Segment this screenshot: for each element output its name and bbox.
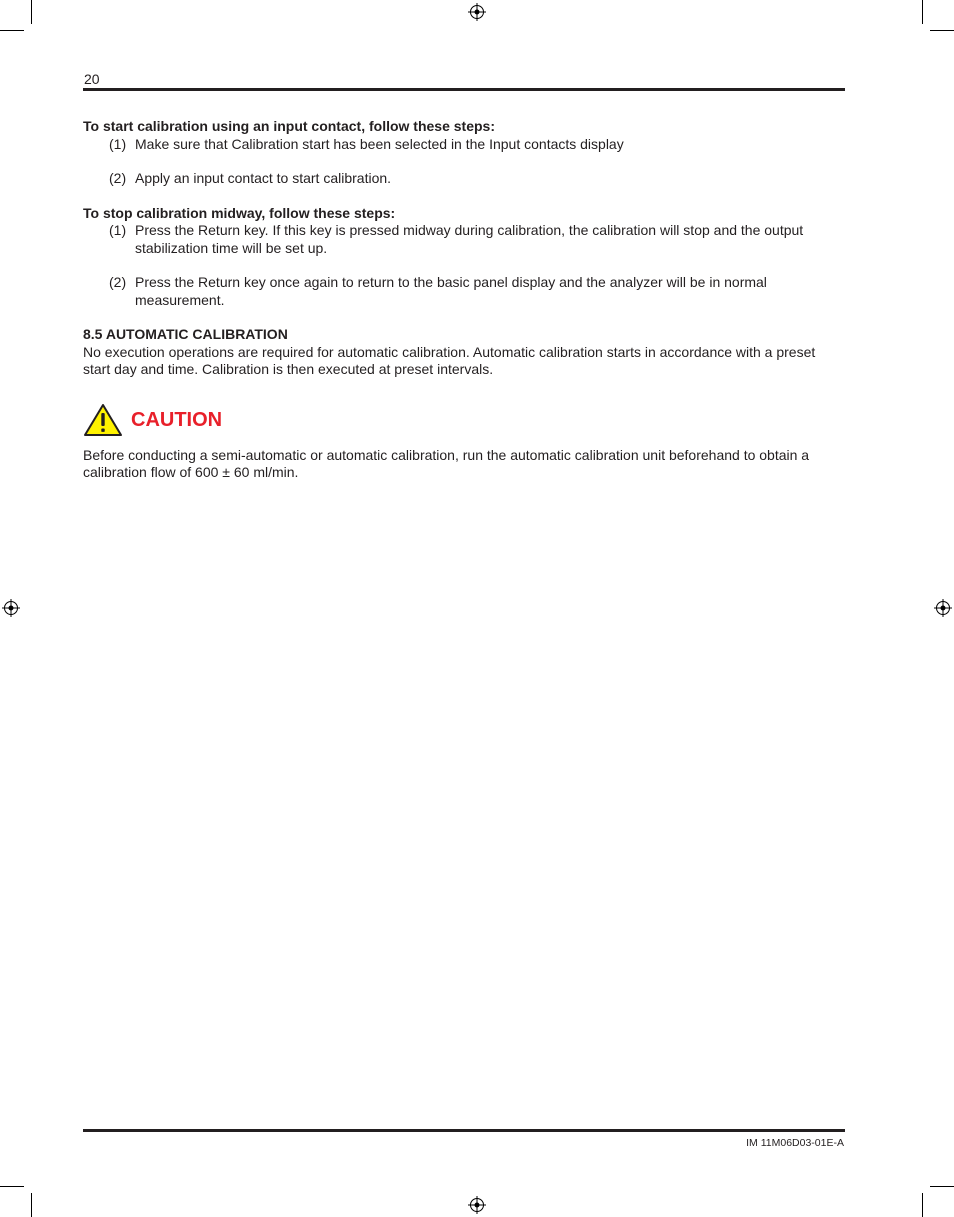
crop-mark xyxy=(930,30,954,31)
page-number: 20 xyxy=(84,71,100,87)
header-rule xyxy=(83,88,845,91)
crop-mark xyxy=(930,1186,954,1187)
step-number: (2) xyxy=(109,274,127,290)
caution-body: Before conducting a semi-automatic or automatic calibration, run the automatic calibration unit beforehand to obtain a calibration flow of 600 ± 60 ml/min. xyxy=(83,446,810,480)
list-item xyxy=(83,274,845,309)
automatic-calibration-body: No execution operations are required for automatic calibration. Automatic calibration starts in accordance with a preset start day and time. Calibration is then executed at preset intervals. xyxy=(83,343,816,377)
footer-rule xyxy=(83,1129,845,1132)
crop-mark xyxy=(0,30,24,31)
warning-triangle-icon xyxy=(83,403,123,437)
step-text: Make sure that Calibration start has been selected in the Input contacts display xyxy=(135,135,624,152)
registration-mark-icon xyxy=(468,3,486,21)
step-text: Press the Return key once again to return to the basic panel display and the analyzer will be in normal measurement. xyxy=(135,274,767,308)
step-number: (2) xyxy=(109,170,127,186)
list-item xyxy=(83,170,845,188)
step-number: (1) xyxy=(109,222,127,238)
list-item xyxy=(83,222,845,257)
crop-mark xyxy=(922,0,923,24)
section-heading-automatic-calibration: 8.5 AUTOMATIC CALIBRATION xyxy=(83,326,288,342)
crop-mark xyxy=(922,1193,923,1217)
crop-mark xyxy=(0,1186,24,1187)
start-calibration-heading: To start calibration using an input contact, follow these steps: xyxy=(83,118,496,134)
page-content xyxy=(83,118,845,482)
caution-header xyxy=(83,403,845,437)
crop-mark xyxy=(31,0,32,24)
registration-mark-icon xyxy=(2,599,20,617)
registration-mark-icon xyxy=(934,599,952,617)
caution-title: CAUTION xyxy=(131,408,223,431)
list-item xyxy=(83,136,845,154)
stop-calibration-heading: To stop calibration midway, follow these steps: xyxy=(83,204,396,221)
step-text: Apply an input contact to start calibration. xyxy=(135,170,392,186)
step-number: (1) xyxy=(109,135,127,152)
crop-mark xyxy=(31,1193,32,1217)
step-text: Press the Return key. If this key is pressed midway during calibration, the calibration will stop and the output stabilization time will be set up. xyxy=(135,222,804,256)
document-id: IM 11M06D03-01E-A xyxy=(746,1137,844,1149)
registration-mark-icon xyxy=(468,1196,486,1214)
